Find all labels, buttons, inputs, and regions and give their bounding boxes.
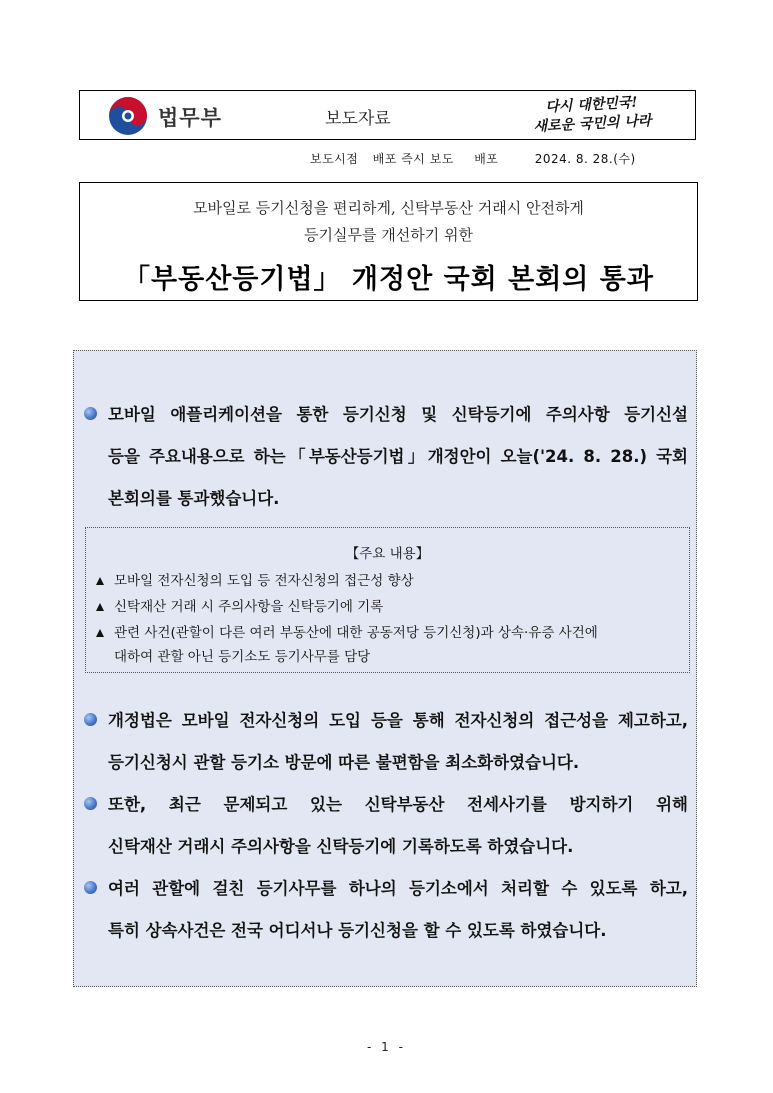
body-paragraph-2-line-2: 신탁재산 거래시 주의사항을 신탁등기에 기록하도록 하였습니다. <box>108 837 574 856</box>
summary-line-1: 모바일 애플리케이션을 통한 등기신청 및 신탁등기에 주의사항 등기신설 <box>108 405 688 424</box>
taegeuk-emblem-icon <box>108 96 148 136</box>
body-paragraph-2-line-1: 또한, 최근 문제되고 있는 신탁부동산 전세사기를 방지하기 위해 <box>108 795 688 814</box>
body-paragraph-1-line-1: 개정법은 모바일 전자신청의 도입 등을 통해 전자신청의 접근성을 제고하고, <box>108 711 688 730</box>
key-points-title: 【주요 내용】 <box>345 546 430 562</box>
release-label: 보도시점 <box>310 152 359 166</box>
key-point-text: 관련 사건(관할이 다른 여러 부동산에 대한 공동저당 등기신청)과 상속·유증 사건에 <box>114 625 598 641</box>
main-title: 「부동산등기법」 개정안 국회 본회의 통과 <box>123 264 654 295</box>
slogan-line-2: 새로운 국민의 나라 <box>533 112 652 136</box>
press-release-header <box>79 90 696 140</box>
release-timing: 배포 즉시 보도 <box>372 152 454 166</box>
subtitle-1: 모바일로 등기신청을 편리하게, 신탁부동산 거래시 안전하게 <box>193 199 584 217</box>
body-paragraph-3-line-2: 특히 상속사건은 전국 어디서나 등기신청을 할 수 있도록 하였습니다. <box>108 921 607 940</box>
subtitle-2: 등기실무를 개선하기 위한 <box>304 226 473 244</box>
key-point-item <box>96 595 681 615</box>
key-point-text: 모바일 전자신청의 도입 등 전자신청의 접근성 향상 <box>114 573 414 589</box>
triangle-bullet-icon <box>96 603 104 611</box>
slogan-line-1: 다시 대한민국! <box>545 94 638 116</box>
body-paragraph-1-line-2: 등기신청시 관할 등기소 방문에 따른 불편함을 최소화하였습니다. <box>108 753 580 772</box>
key-point-continuation: 대하여 관할 아닌 등기소도 등기사무를 담당 <box>114 649 371 665</box>
key-point-text: 신탁재산 거래 시 주의사항을 신탁등기에 기록 <box>114 599 384 615</box>
bullet-icon <box>84 881 97 894</box>
document-type: 보도자료 <box>325 109 391 129</box>
key-point-item <box>96 621 681 641</box>
release-info <box>310 150 646 167</box>
ministry-logo <box>108 96 258 136</box>
bullet-icon <box>84 713 97 726</box>
key-points-box <box>85 527 690 673</box>
distribution-label: 배포 <box>474 152 499 166</box>
bullet-icon <box>84 797 97 810</box>
release-date: 2024. 8. 28.(수) <box>534 152 636 166</box>
summary-line-2: 등을 주요내용으로 하는「부동산등기법」개정안이 오늘('24. 8. 28.) 국회 <box>108 447 688 466</box>
content-panel <box>73 350 697 987</box>
page-number: - 1 - <box>367 1040 406 1054</box>
title-block <box>79 182 698 301</box>
government-slogan <box>516 92 668 138</box>
triangle-bullet-icon <box>96 629 104 637</box>
bullet-icon <box>84 407 97 420</box>
body-paragraph-3-line-1: 여러 관할에 걸친 등기사무를 하나의 등기소에서 처리할 수 있도록 하고, <box>108 879 688 898</box>
summary-line-3: 본회의를 통과했습니다. <box>108 489 280 508</box>
ministry-name: 법무부 <box>158 106 222 130</box>
key-point-item <box>96 569 681 589</box>
triangle-bullet-icon <box>96 577 104 585</box>
